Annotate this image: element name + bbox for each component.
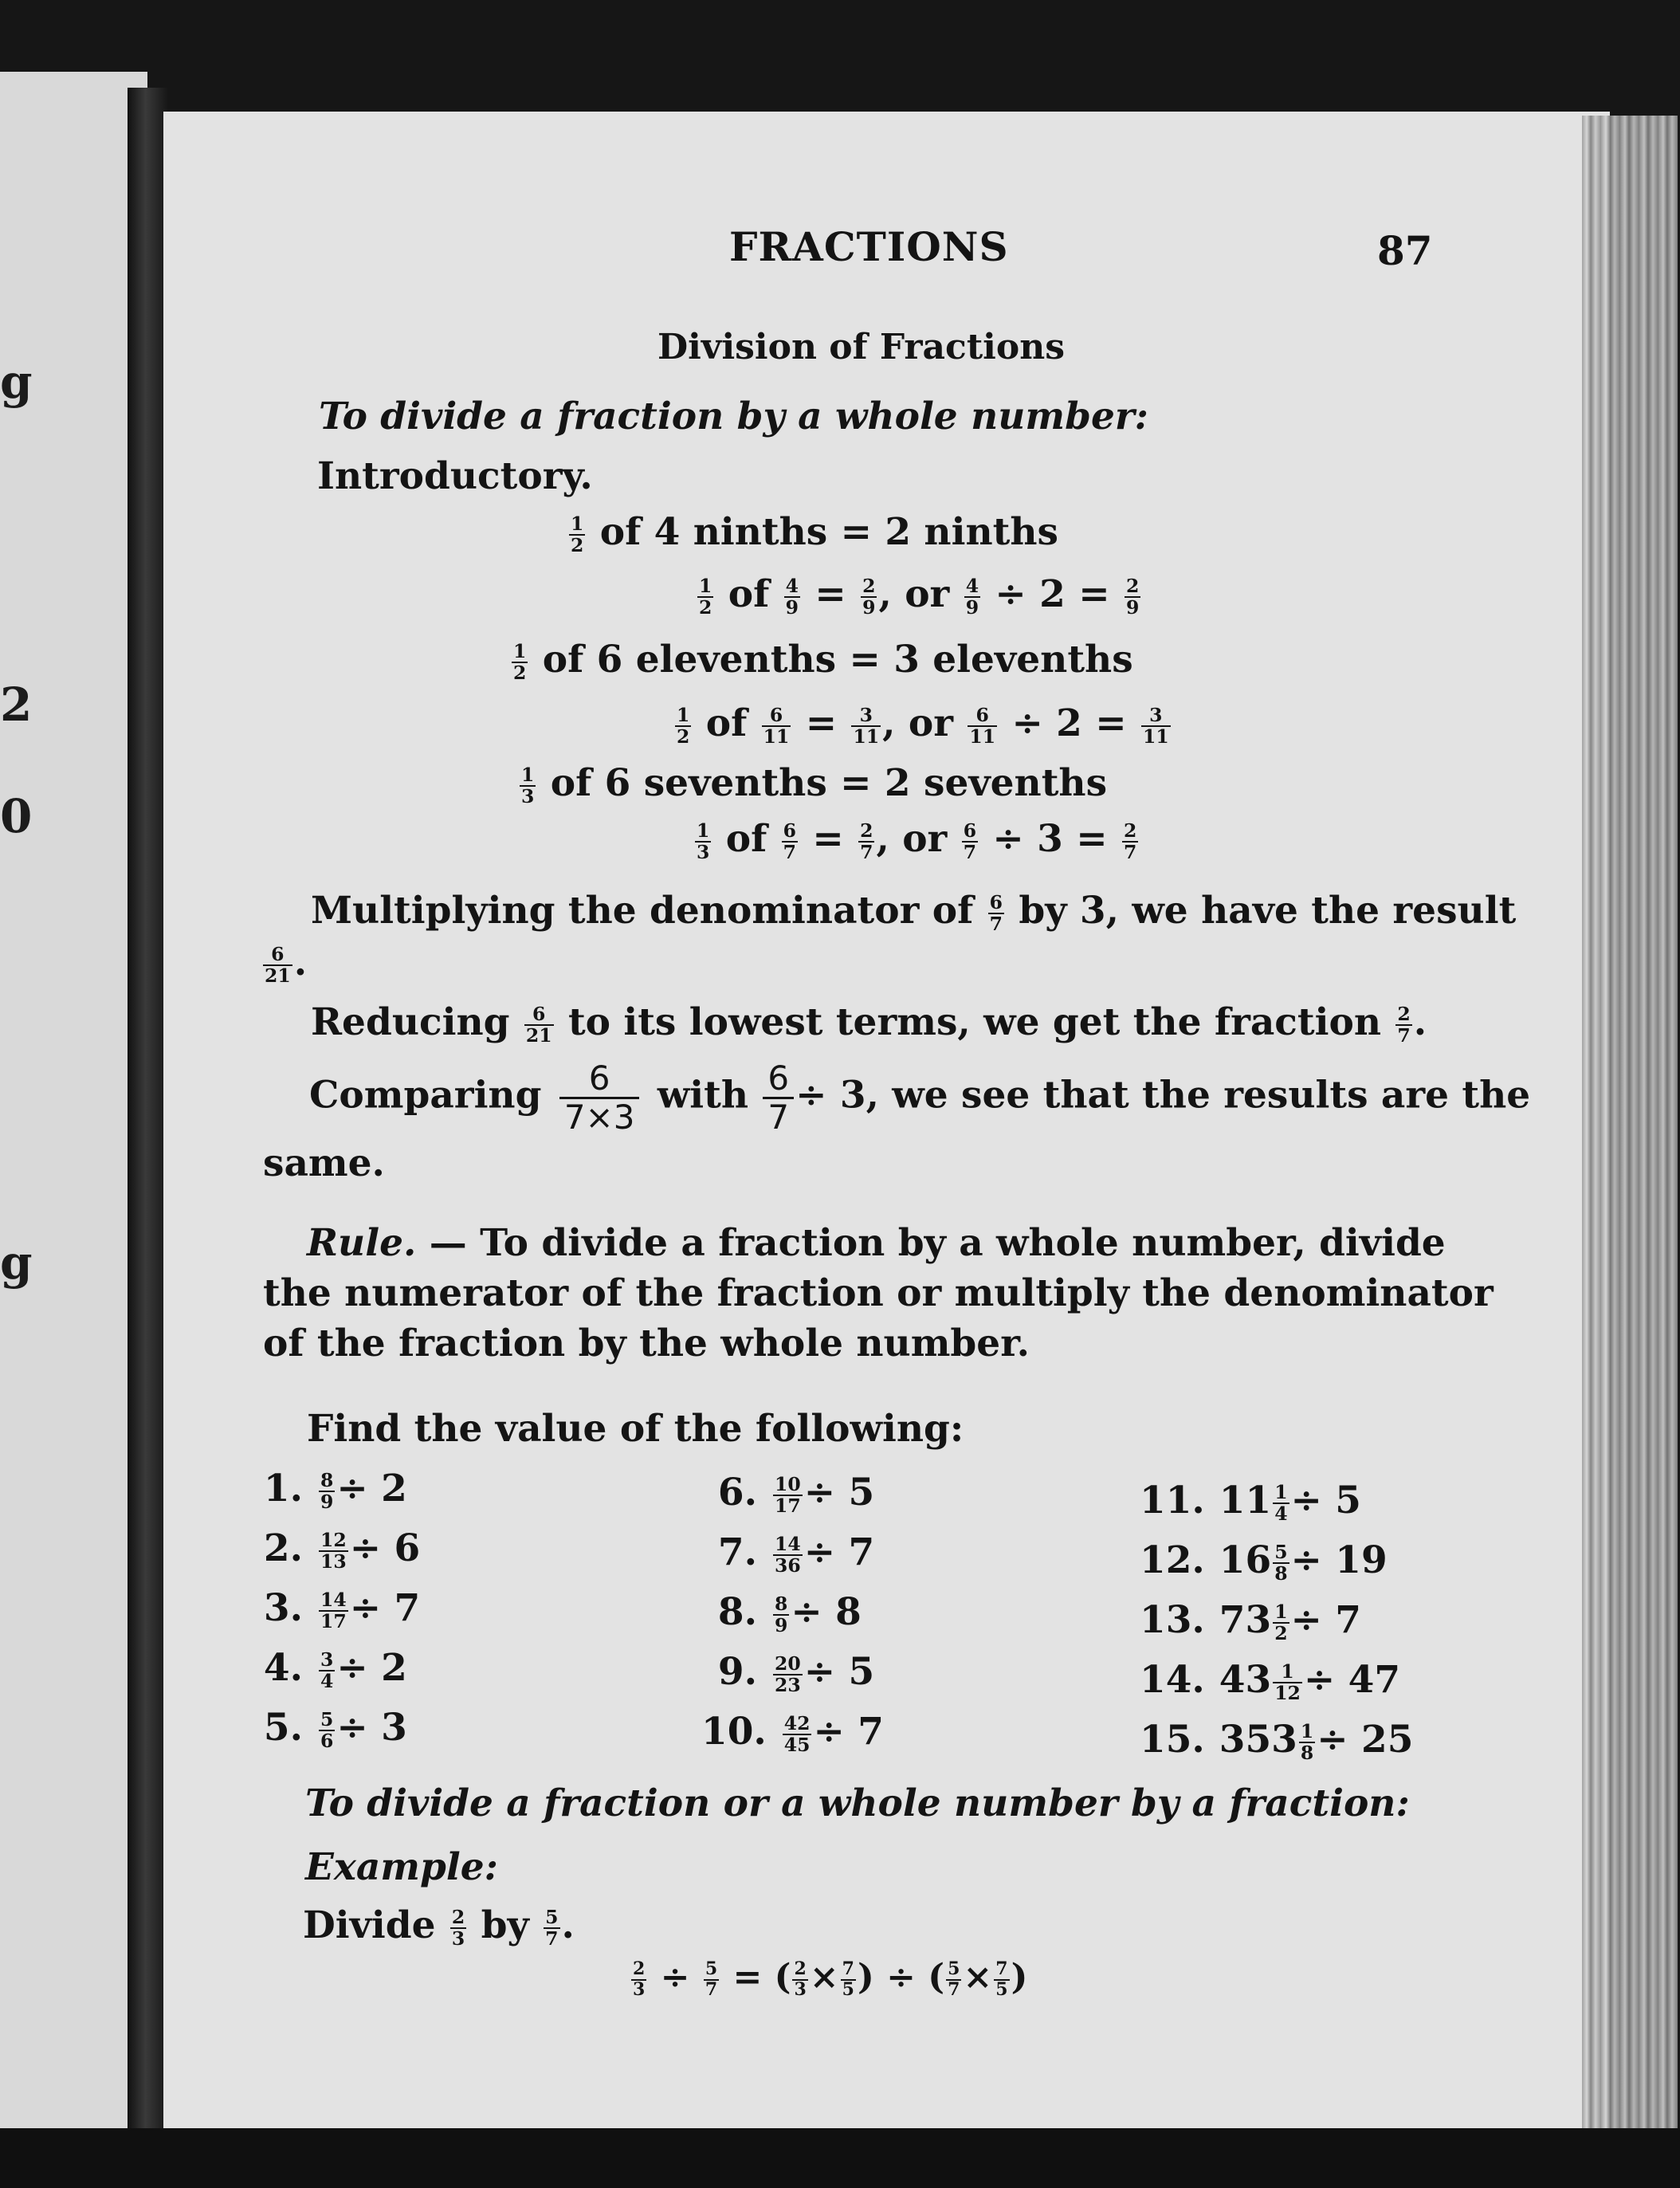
rule-line: the numerator of the fraction or multiply the denominator (263, 1271, 1494, 1315)
left-page-edge (0, 72, 147, 2128)
exercise-item: 7. $\frac{14}{36}$ ÷ 7 (717, 1530, 875, 1577)
exercise-item: 13. 73 $\frac{1}{2}$ ÷ 7 (1140, 1598, 1361, 1644)
subsection-heading: To divide a fraction or a whole number by a fraction: (305, 1781, 1410, 1825)
exercise-item: 12. 16 $\frac{5}{8}$ ÷ 19 (1140, 1538, 1388, 1585)
paragraph-comparing: Comparing $\frac{6}{7\times 3}$ with $\frac{6}{7}$ ÷ 3, we see that the results are the (309, 1059, 1531, 1137)
left-page-fragment: 0 (0, 789, 33, 843)
exercise-item: 11. 11 $\frac{1}{4}$ ÷ 5 (1140, 1479, 1361, 1525)
big-fraction: $\frac{6}{7}$ (763, 1060, 794, 1136)
worked-equation: $\frac{2}{3}$ ÷ $\frac{5}{7}$ = ( $\frac{2}{3}$ × $\frac{7}{5}$ ) ÷ ( $\frac{5}{7}$ × $\frac{7}{5}$ ) (633, 1957, 1028, 2000)
section-title: Division of Fractions (657, 327, 1065, 367)
exercise-item: 5. $\frac{5}{6}$ ÷ 3 (263, 1706, 407, 1752)
divide-instruction: Divide $\frac{2}{3}$ by $\frac{5}{7}$ . (303, 1903, 575, 1950)
page-number: 87 (1377, 227, 1433, 274)
example-label: Example: (305, 1845, 498, 1889)
exercises-intro: Find the value of the following: (307, 1407, 964, 1451)
exercise-item: 2. $\frac{12}{13}$ ÷ 6 (263, 1526, 421, 1573)
big-fraction: $\frac{6}{7\times 3}$ (559, 1060, 640, 1136)
fraction: $\frac{1}{2}$ (571, 513, 584, 556)
exercise-item: 1. $\frac{8}{9}$ ÷ 2 (263, 1467, 407, 1513)
subsection-heading: To divide a fraction by a whole number: (319, 395, 1149, 438)
scan-bottom-shadow (0, 2128, 1680, 2188)
paragraph-comparing-end: same. (263, 1141, 385, 1185)
rule-label: Rule. (307, 1221, 417, 1265)
exercise-item: 6. $\frac{10}{17}$ ÷ 5 (717, 1471, 875, 1517)
paragraph-multiplying: Multiplying the denominator of $\frac{6}{7}$ by 3, we have the result (311, 889, 1517, 935)
intro-equation: $\frac{1}{2}$ of $\frac{6}{11}$ = $\frac{3}{11}$ , or $\frac{6}{11}$ ÷ 2 = $\frac{3}{11}$ (677, 701, 1169, 748)
exercise-item: 4. $\frac{3}{4}$ ÷ 2 (263, 1646, 407, 1692)
page-stack-edge (1582, 116, 1678, 2156)
exercise-item: 14. 43 $\frac{1}{12}$ ÷ 47 (1140, 1658, 1401, 1704)
exercise-item: 3. $\frac{14}{17}$ ÷ 7 (263, 1586, 421, 1632)
book-gutter (128, 88, 167, 2128)
exercise-item: 15. 353 $\frac{1}{8}$ ÷ 25 (1140, 1718, 1414, 1764)
intro-line: $\frac{1}{2}$ of 4 ninths = 2 ninths (571, 510, 1058, 556)
running-head: FRACTIONS (729, 223, 1009, 270)
exercise-item: 10. $\frac{42}{45}$ ÷ 7 (701, 1710, 884, 1756)
paragraph-reducing: Reducing $\frac{6}{21}$ to its lowest terms, we get the fraction $\frac{2}{7}$ . (311, 1000, 1427, 1047)
intro-equation: $\frac{1}{3}$ of $\frac{6}{7}$ = $\frac{2}{7}$ , or $\frac{6}{7}$ ÷ 3 = $\frac{2}{7}$ (697, 817, 1137, 863)
rule-line: of the fraction by the whole number. (263, 1322, 1030, 1365)
intro-equation: $\frac{1}{2}$ of $\frac{4}{9}$ = $\frac{2}{9}$ , or $\frac{4}{9}$ ÷ 2 = $\frac{2}{9}$ (699, 572, 1140, 619)
exercise-item: 8. $\frac{8}{9}$ ÷ 8 (717, 1590, 862, 1636)
left-page-fragment: 2 (0, 678, 33, 732)
intro-line: $\frac{1}{3}$ of 6 sevenths = 2 sevenths (521, 761, 1108, 807)
intro-line: $\frac{1}{2}$ of 6 elevenths = 3 elevenths (513, 638, 1133, 684)
left-page-fragment: g (0, 355, 33, 409)
exercise-item: 9. $\frac{20}{23}$ ÷ 5 (717, 1650, 875, 1696)
paragraph-multiplying-result: $\frac{6}{21}$ . (265, 941, 308, 987)
intro-label: Introductory. (317, 454, 593, 498)
left-page-fragment: g (0, 1235, 33, 1290)
rule-line: Rule. — To divide a fraction by a whole number, divide (307, 1221, 1446, 1265)
